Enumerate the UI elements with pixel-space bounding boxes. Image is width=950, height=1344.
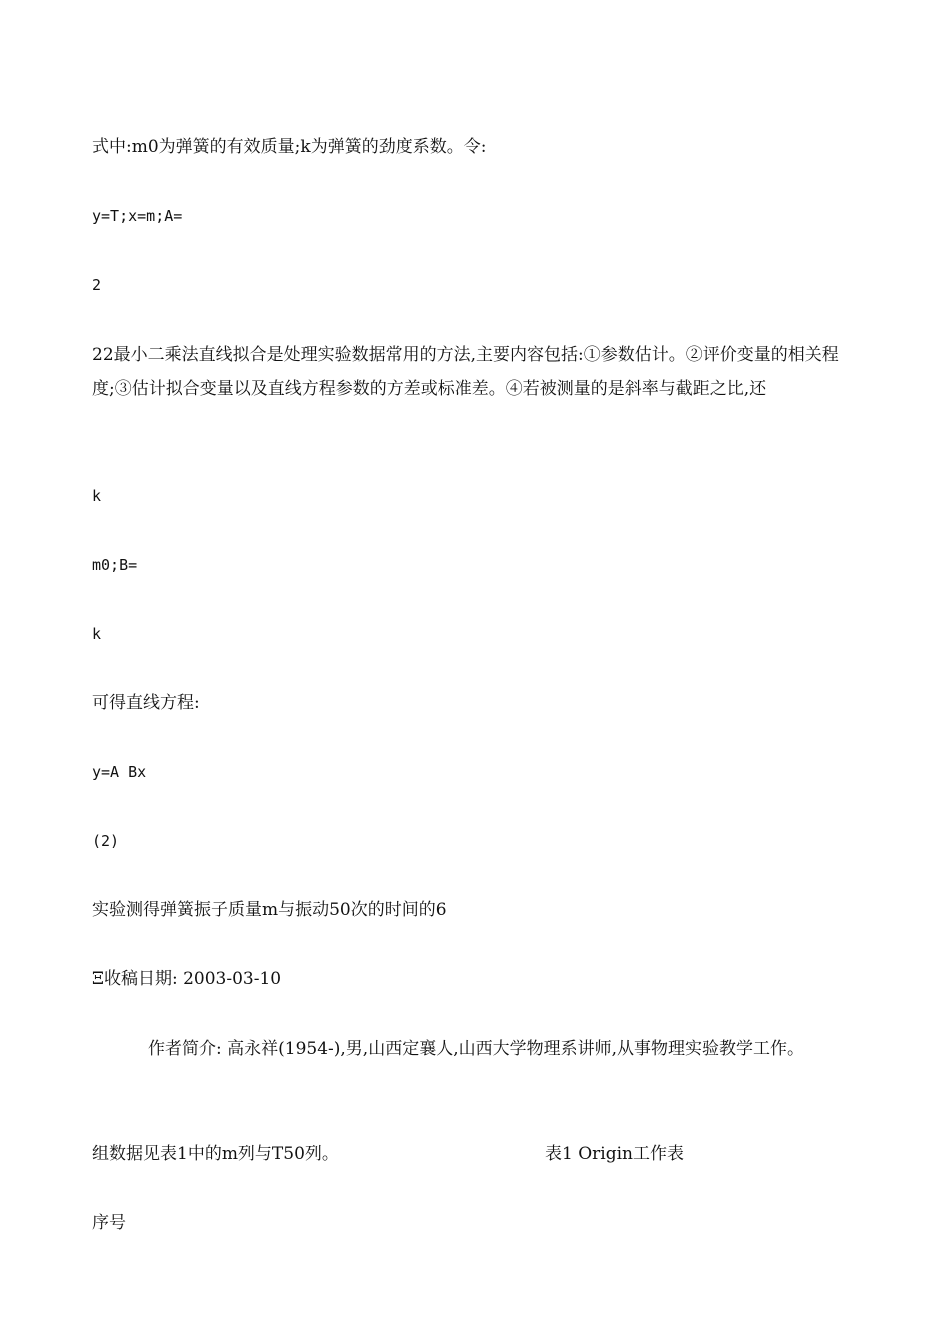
paragraph-received-date: Ξ收稿日期: 2003-03-10: [92, 969, 282, 989]
paragraph-b-definition: m0;B=: [92, 556, 138, 574]
table-caption: 表1 Origin工作表: [545, 1144, 684, 1164]
paragraph-k-1: k: [92, 487, 102, 505]
paragraph-equation-number: (2): [92, 832, 120, 850]
paragraph-exponent: 2: [92, 276, 102, 294]
paragraph-formula-intro: 式中:m0为弹簧的有效质量;k为弹簧的劲度系数。令:: [92, 137, 487, 157]
paragraph-k-2: k: [92, 625, 102, 643]
paragraph-least-squares: 22最小二乘法直线拟合是处理实验数据常用的方法,主要内容包括:①参数估计。②评价变量的相关程度;③估计拟合变量以及直线方程参数的方差或标准差。④若被测量的是斜率与截距之比,还: [92, 345, 839, 399]
paragraph-data-reference: 组数据见表1中的m列与T50列。: [92, 1144, 339, 1164]
paragraph-line-equation: y=A Bx: [92, 763, 147, 781]
paragraph-line-equation-intro: 可得直线方程:: [92, 693, 200, 713]
paragraph-experiment: 实验测得弹簧振子质量m与振动50次的时间的6: [92, 900, 447, 920]
table-header-index: 序号: [92, 1213, 126, 1233]
paragraph-author-bio: 作者简介: 高永祥(1954-),男,山西定襄人,山西大学物理系讲师,从事物理实验教学工作。: [148, 1039, 805, 1059]
paragraph-substitution: y=T;x=m;A=: [92, 207, 183, 225]
